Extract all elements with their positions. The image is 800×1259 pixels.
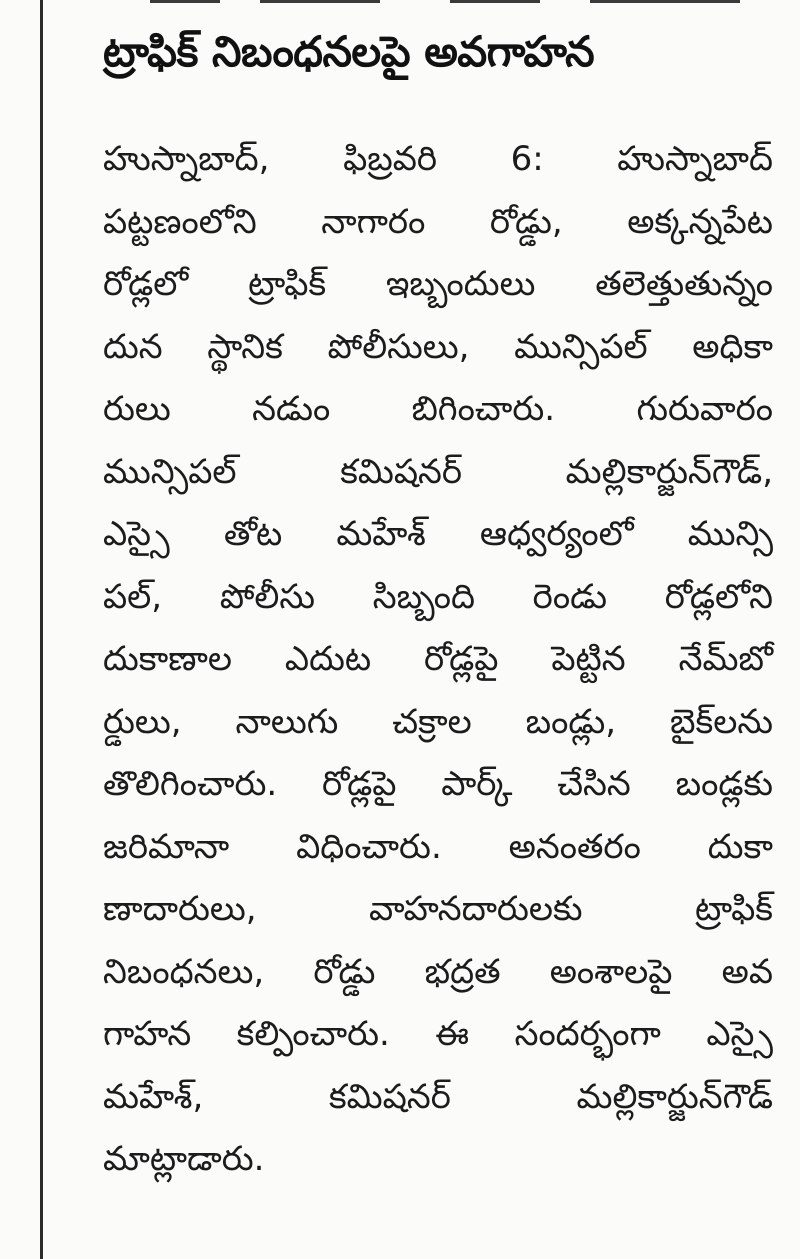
body-line: హుస్నాబాద్, ఫిబ్రవరి 6: హుస్నాబాద్ — [103, 139, 773, 179]
body-line: నిబంధనలు, రోడ్డు భద్రత అంశాలపై అవ — [103, 951, 773, 992]
body-line: దున స్థానిక పోలీసులు, మున్సిపల్ అధికా — [103, 326, 773, 367]
body-line: రోడ్లలో ట్రాఫిక్ ఇబ్బందులు తలెత్తుతున్నం — [103, 264, 773, 304]
column-divider — [40, 0, 43, 1259]
body-line: పట్టణంలోని నాగారం రోడ్డు, అక్కన్నపేట — [103, 201, 773, 242]
cropped-previous-text — [150, 0, 770, 12]
article-body — [103, 128, 773, 1191]
article-headline: ట్రాఫిక్ నిబంధనలపై అవగాహన — [103, 27, 595, 76]
body-line: పల్, పోలీసు సిబ్బంది రెండు రోడ్లలోని — [103, 576, 773, 617]
body-line: ణాదారులు, వాహనదారులకు ట్రాఫిక్ — [103, 889, 773, 929]
body-line: దుకాణాల ఎదుట రోడ్లపై పెట్టిన నేమ్‌బో — [103, 639, 773, 679]
body-line: జరిమానా విధించారు. అనంతరం దుకా — [103, 826, 773, 867]
body-line: గాహన కల్పించారు. ఈ సందర్భంగా ఎస్సై — [103, 1014, 773, 1054]
body-line: ర్డులు, నాలుగు చక్రాల బండ్లు, బైక్‌లను — [103, 701, 773, 742]
body-line: మున్సిపల్ కమిషనర్ మల్లికార్జున్‌గౌడ్, — [103, 451, 773, 492]
body-line: మాట్లాడారు. — [103, 1139, 265, 1179]
body-line: మహేశ్, కమిషనర్ మల్లికార్జున్‌గౌడ్ — [103, 1076, 773, 1117]
body-line: తొలిగించారు. రోడ్లపై పార్క్ చేసిన బండ్లకు — [103, 764, 773, 804]
body-line: రులు నడుం బిగించారు. గురువారం — [103, 389, 773, 429]
body-line: ఎస్సై తోట మహేశ్ ఆధ్వర్యంలో మున్సి — [103, 514, 773, 554]
